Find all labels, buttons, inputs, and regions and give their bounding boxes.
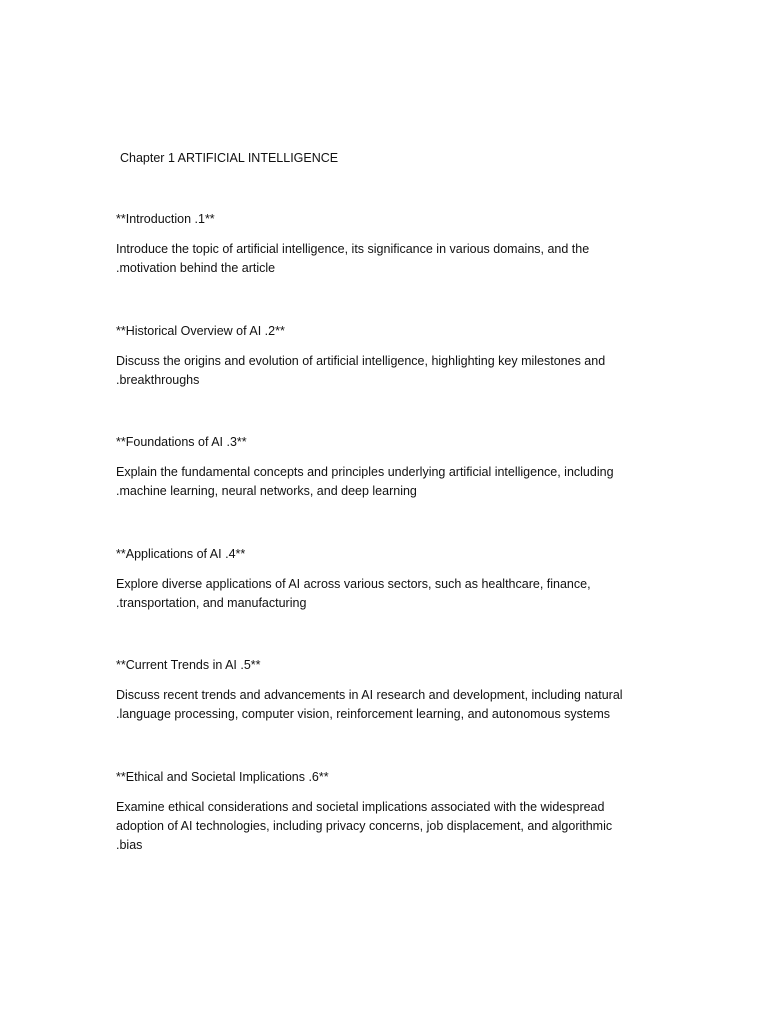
body-line: Examine ethical considerations and societal implications associated with the widespread xyxy=(116,800,605,814)
body-line: Discuss recent trends and advancements in AI research and development, including natural xyxy=(116,688,623,702)
body-line: adoption of AI technologies, including privacy concerns, job displacement, and algorithmic xyxy=(116,819,613,833)
body-line: .breakthroughs xyxy=(116,373,200,387)
body-line: Discuss the origins and evolution of artificial intelligence, highlighting key milestones and xyxy=(116,354,606,368)
body-line: Introduce the topic of artificial intelligence, its significance in various domains, and the xyxy=(116,242,590,256)
section-historical-overview xyxy=(116,322,656,390)
body-line: .language processing, computer vision, reinforcement learning, and autonomous systems xyxy=(116,707,611,721)
chapter-title: Chapter 1 ARTIFICIAL INTELLIGENCE xyxy=(120,151,339,165)
section-heading: **Foundations of AI .3** xyxy=(116,435,247,449)
body-line: .transportation, and manufacturing xyxy=(116,596,307,610)
section-foundations xyxy=(116,433,656,501)
section-heading: **Historical Overview of AI .2** xyxy=(116,324,285,338)
section-heading: **Current Trends in AI .5** xyxy=(116,658,261,672)
body-line: Explain the fundamental concepts and principles underlying artificial intelligence, including xyxy=(116,465,614,479)
section-body xyxy=(116,240,656,278)
section-body xyxy=(116,575,656,613)
section-heading: **Introduction .1** xyxy=(116,212,215,226)
body-line: Explore diverse applications of AI across various sectors, such as healthcare, finance, xyxy=(116,577,591,591)
section-ethical-implications xyxy=(116,768,656,855)
body-line: .motivation behind the article xyxy=(116,261,276,275)
section-body xyxy=(116,686,656,724)
section-applications xyxy=(116,545,656,613)
section-body xyxy=(116,352,656,390)
section-heading: **Applications of AI .4** xyxy=(116,547,246,561)
body-line: .bias xyxy=(116,838,143,852)
section-body xyxy=(116,798,656,855)
section-heading: **Ethical and Societal Implications .6** xyxy=(116,770,329,784)
section-body xyxy=(116,463,656,501)
section-introduction xyxy=(116,210,656,278)
section-current-trends xyxy=(116,656,656,724)
body-line: .machine learning, neural networks, and deep learning xyxy=(116,484,417,498)
